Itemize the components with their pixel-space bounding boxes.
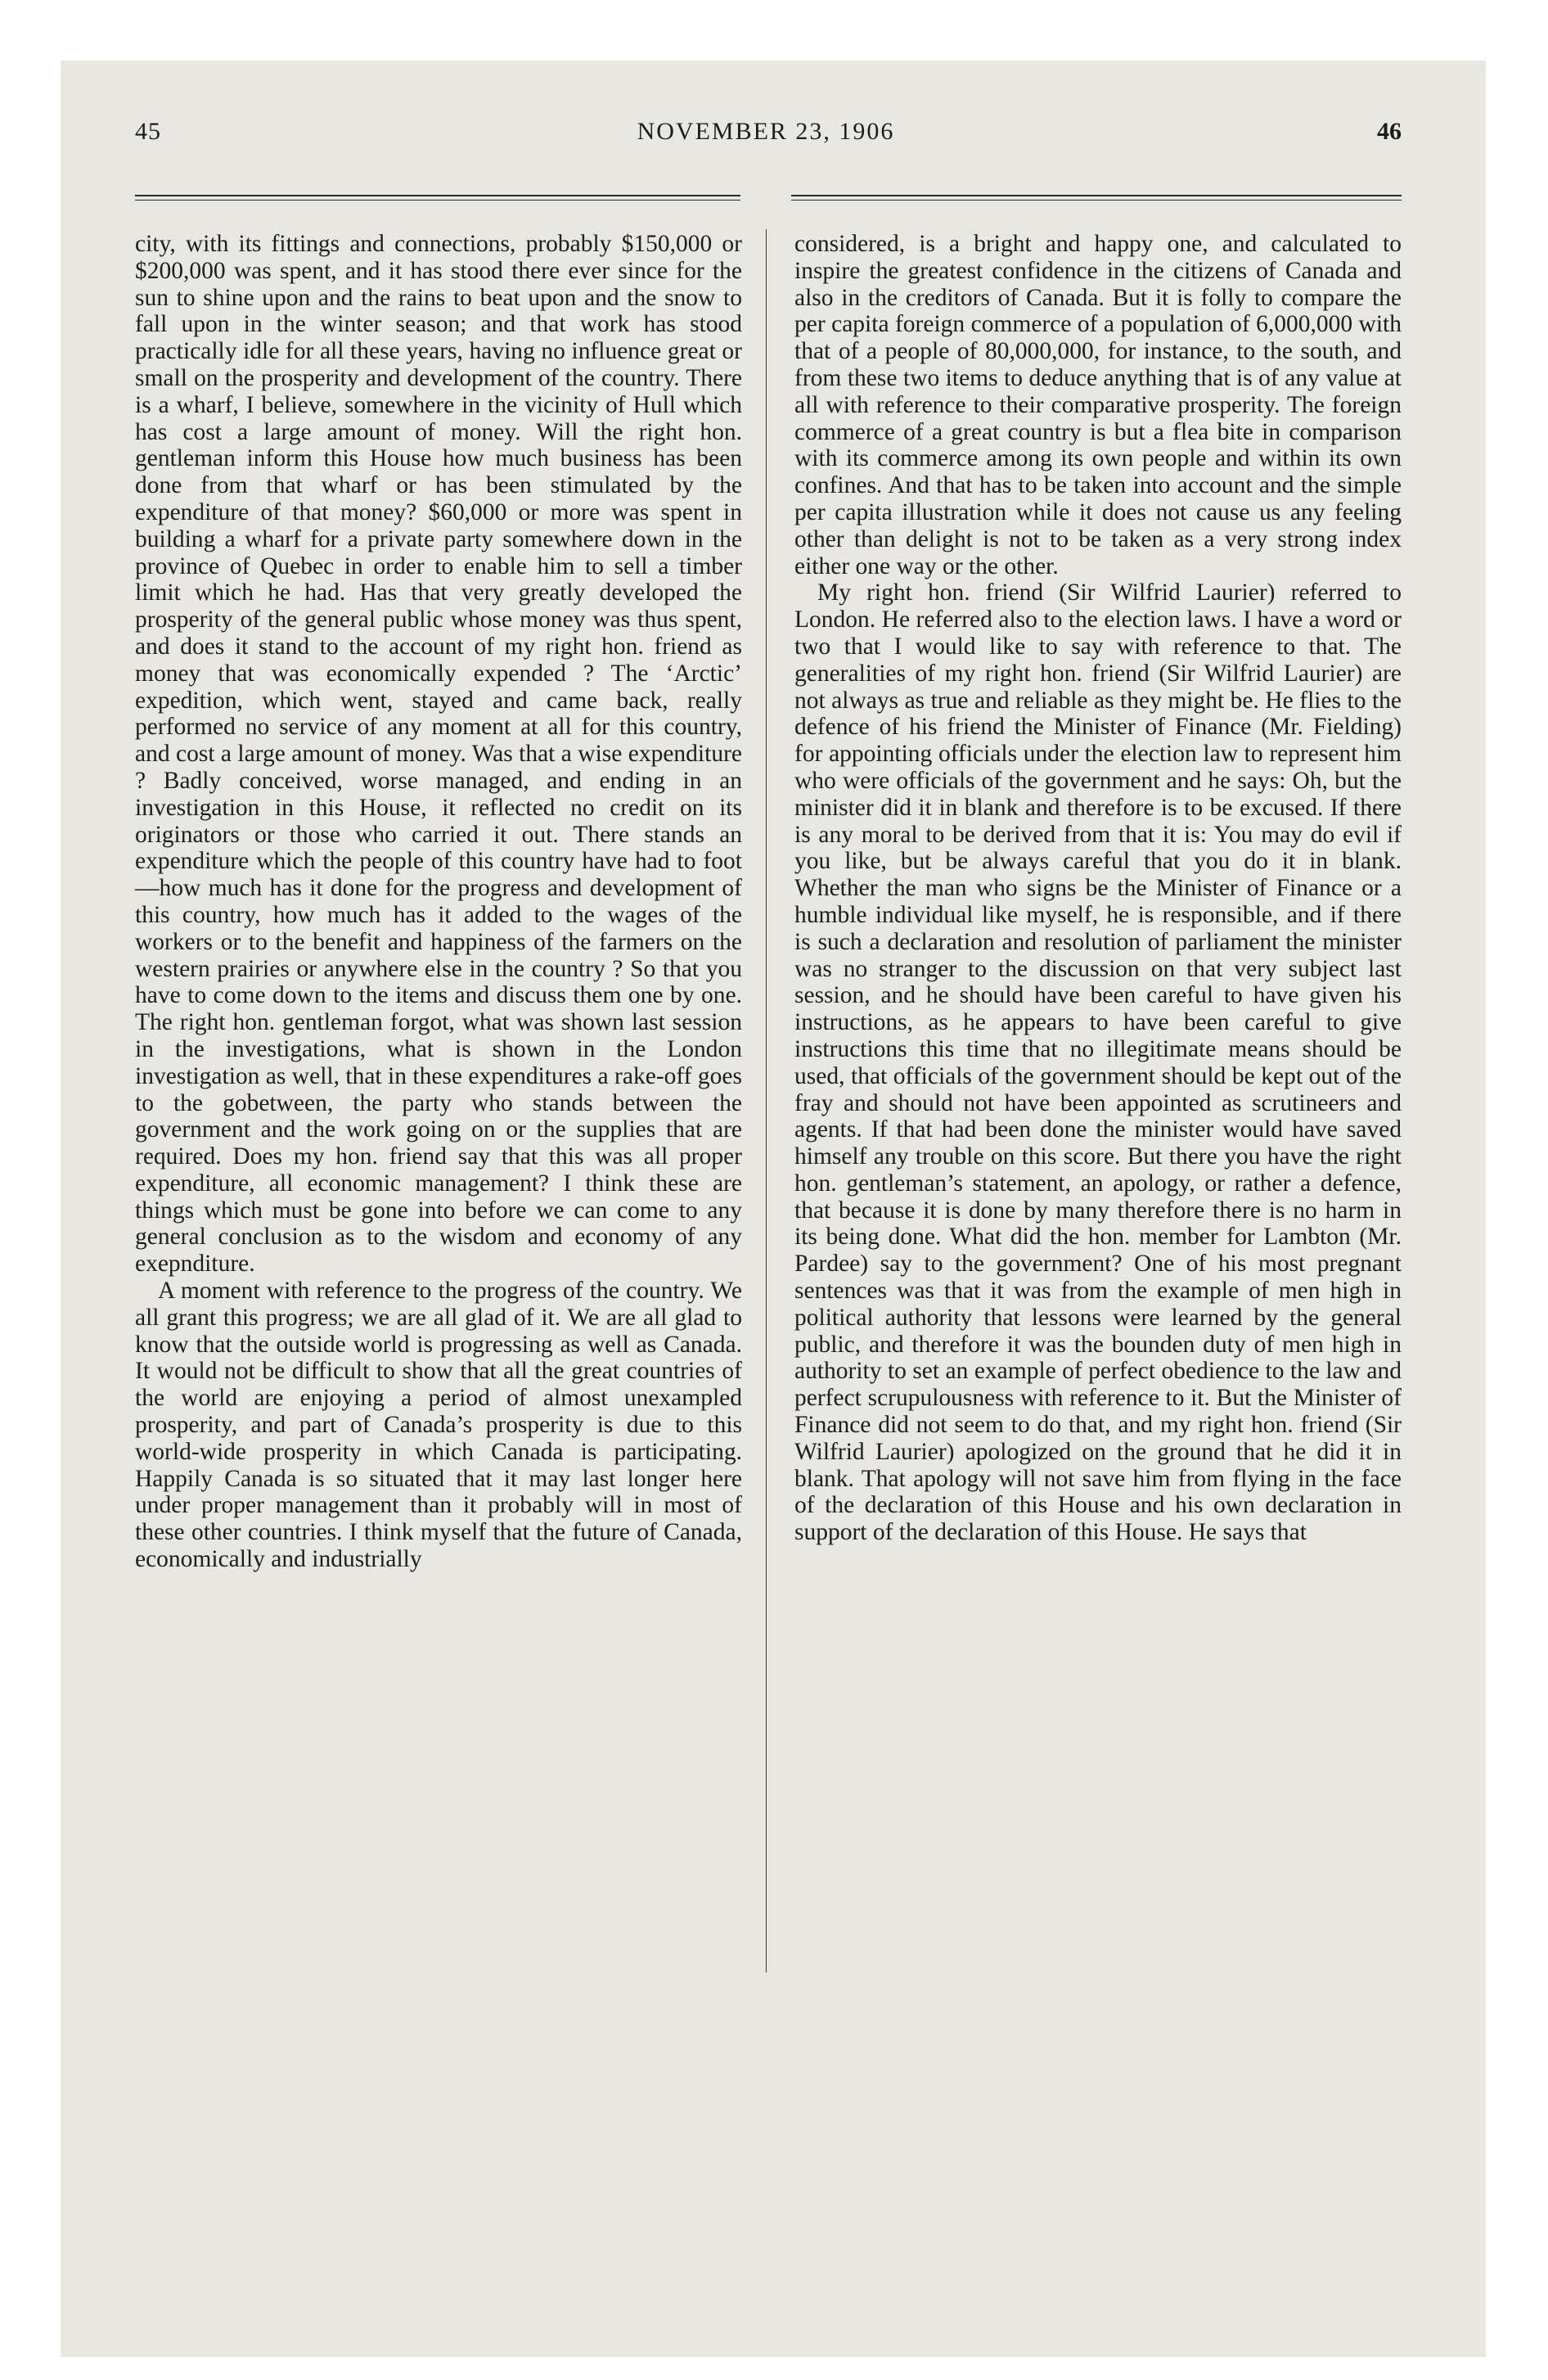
- paragraph: city, with its fittings and connections, probably $150,000 or $200,000 was spent, and it has stood there ever since for the sun to shine upon and the rains to beat upon and the snow to fall upon in the winter season; and that work has stood practically idle for all these years, having no influence great or small on the prosperity and development of the country. There is a wharf, I believe, somewhere in the vicinity of Hull which has cost a large amount of money. Will the right hon. gentleman inform this House how much business has been done from that wharf or has been stimulated by the expenditure of that money? $60,000 or more was spent in building a wharf for a private party somewhere down in the province of Quebec in order to enable him to sell a timber limit which he had. Has that very greatly developed the prosperity of the general public whose money was thus spent, and does it stand to the account of my right hon. friend as money that was economically expended ? The ‘Arctic’ expedition, which went, stayed and came back, really performed no service of any moment at all for this country, and cost a large amount of money. Was that a wise expenditure ? Badly conceived, worse managed, and ending in an investigation in this House, it reflected no credit on its originators or those who carried it out. There stands an expenditure which the people of this country have had to foot—how much has it done for the progress and development of this country, how much has it added to the wages of the workers or to the benefit and happiness of the farmers on the western prairies or anywhere else in the country ? So that you have to come down to the items and discuss them one by one. The right hon. gentleman forgot, what was shown last session in the investigations, what is shown in the London investigation as well, that in these expenditures a rake-off goes to the gobetween, the party who stands between the government and the work going on or the supplies that are required. Does my hon. friend say that this was all proper expenditure, all economic management? I think these are things which must be gone into before we can come to any general conclusion as to the wisdom and economy of any exepnditure.: [135, 231, 742, 1278]
- page-date: NOVEMBER 23, 1906: [637, 118, 895, 145]
- left-column: [135, 231, 742, 1573]
- document-page: [127, 106, 1405, 2316]
- right-page-number: 46: [1377, 118, 1402, 145]
- paragraph: A moment with reference to the progress of the country. We all grant this progress; we are all glad of it. We are all glad to know that the outside world is progressing as well as Canada. It would not be difficult to show that all the great countries of the world are enjoying a period of almost unexampled prosperity, and part of Canada’s prosperity is due to this world-wide prosperity in which Canada is participating. Happily Canada is so situated that it may last longer here under proper management than it probably will in most of these other countries. I think myself that the future of Canada, economically and industrially: [135, 1278, 742, 1573]
- right-column: [794, 231, 1402, 1546]
- paragraph: My right hon. friend (Sir Wilfrid Laurier) referred to London. He referred also to the election laws. I have a word or two that I would like to say with reference to that. The generalities of my right hon. friend (Sir Wilfrid Laurier) are not always as true and reliable as they might be. He flies to the defence of his friend the Minister of Finance (Mr. Fielding) for appointing officials under the election law to represent him who were officials of the government and he says: Oh, but the minister did it in blank and therefore is to be excused. If there is any moral to be derived from that it is: You may do evil if you like, but be always careful that you do it in blank. Whether the man who signs be the Minister of Finance or a humble individual like myself, he is responsible, and if there is such a declaration and resolution of parliament the minister was no stranger to the discussion on that very subject last session, and he should have been careful to have given his instructions, as he appears to have been careful to give instructions this time that no illegitimate means should be used, that officials of the government should be kept out of the fray and should not have been appointed as scrutineers and agents. If that had been done the minister would have saved himself any trouble on this score. But there you have the right hon. gentleman’s statement, an apology, or rather a defence, that because it is done by many therefore there is no harm in its being done. What did the hon. member for Lambton (Mr. Pardee) say to the government? One of his most pregnant sentences was that it was from the example of men high in political authority that lessons were learned by the general public, and therefore it was the bounden duty of men high in authority to set an example of perfect obedience to the law and perfect scrupulousness with reference to it. But the Minister of Finance did not seem to do that, and my right hon. friend (Sir Wilfrid Laurier) apologized on the ground that he did it in blank. That apology will not save him from flying in the face of the declaration of this House and his own declaration in support of the declaration of this House. He says that: [794, 579, 1402, 1546]
- left-page-number: 45: [135, 118, 161, 145]
- paragraph: considered, is a bright and happy one, and calculated to inspire the greatest confidence in the citizens of Canada and also in the creditors of Canada. But it is folly to compare the per capita foreign commerce of a population of 6,000,000 with that of a people of 80,000,000, for instance, to the south, and from these two items to deduce anything that is of any value at all with reference to their comparative prosperity. The foreign commerce of a great country is but a flea bite in comparison with its commerce among its own people and within its own confines. And that has to be taken into account and the simple per capita illustration while it does not cause us any feeling other than delight is not to be taken as a very strong index either one way or the other.: [794, 231, 1402, 579]
- header-rule-left: [135, 195, 740, 201]
- header-rule-right: [791, 195, 1402, 201]
- column-divider: [766, 229, 767, 1972]
- page-header: [127, 106, 1405, 156]
